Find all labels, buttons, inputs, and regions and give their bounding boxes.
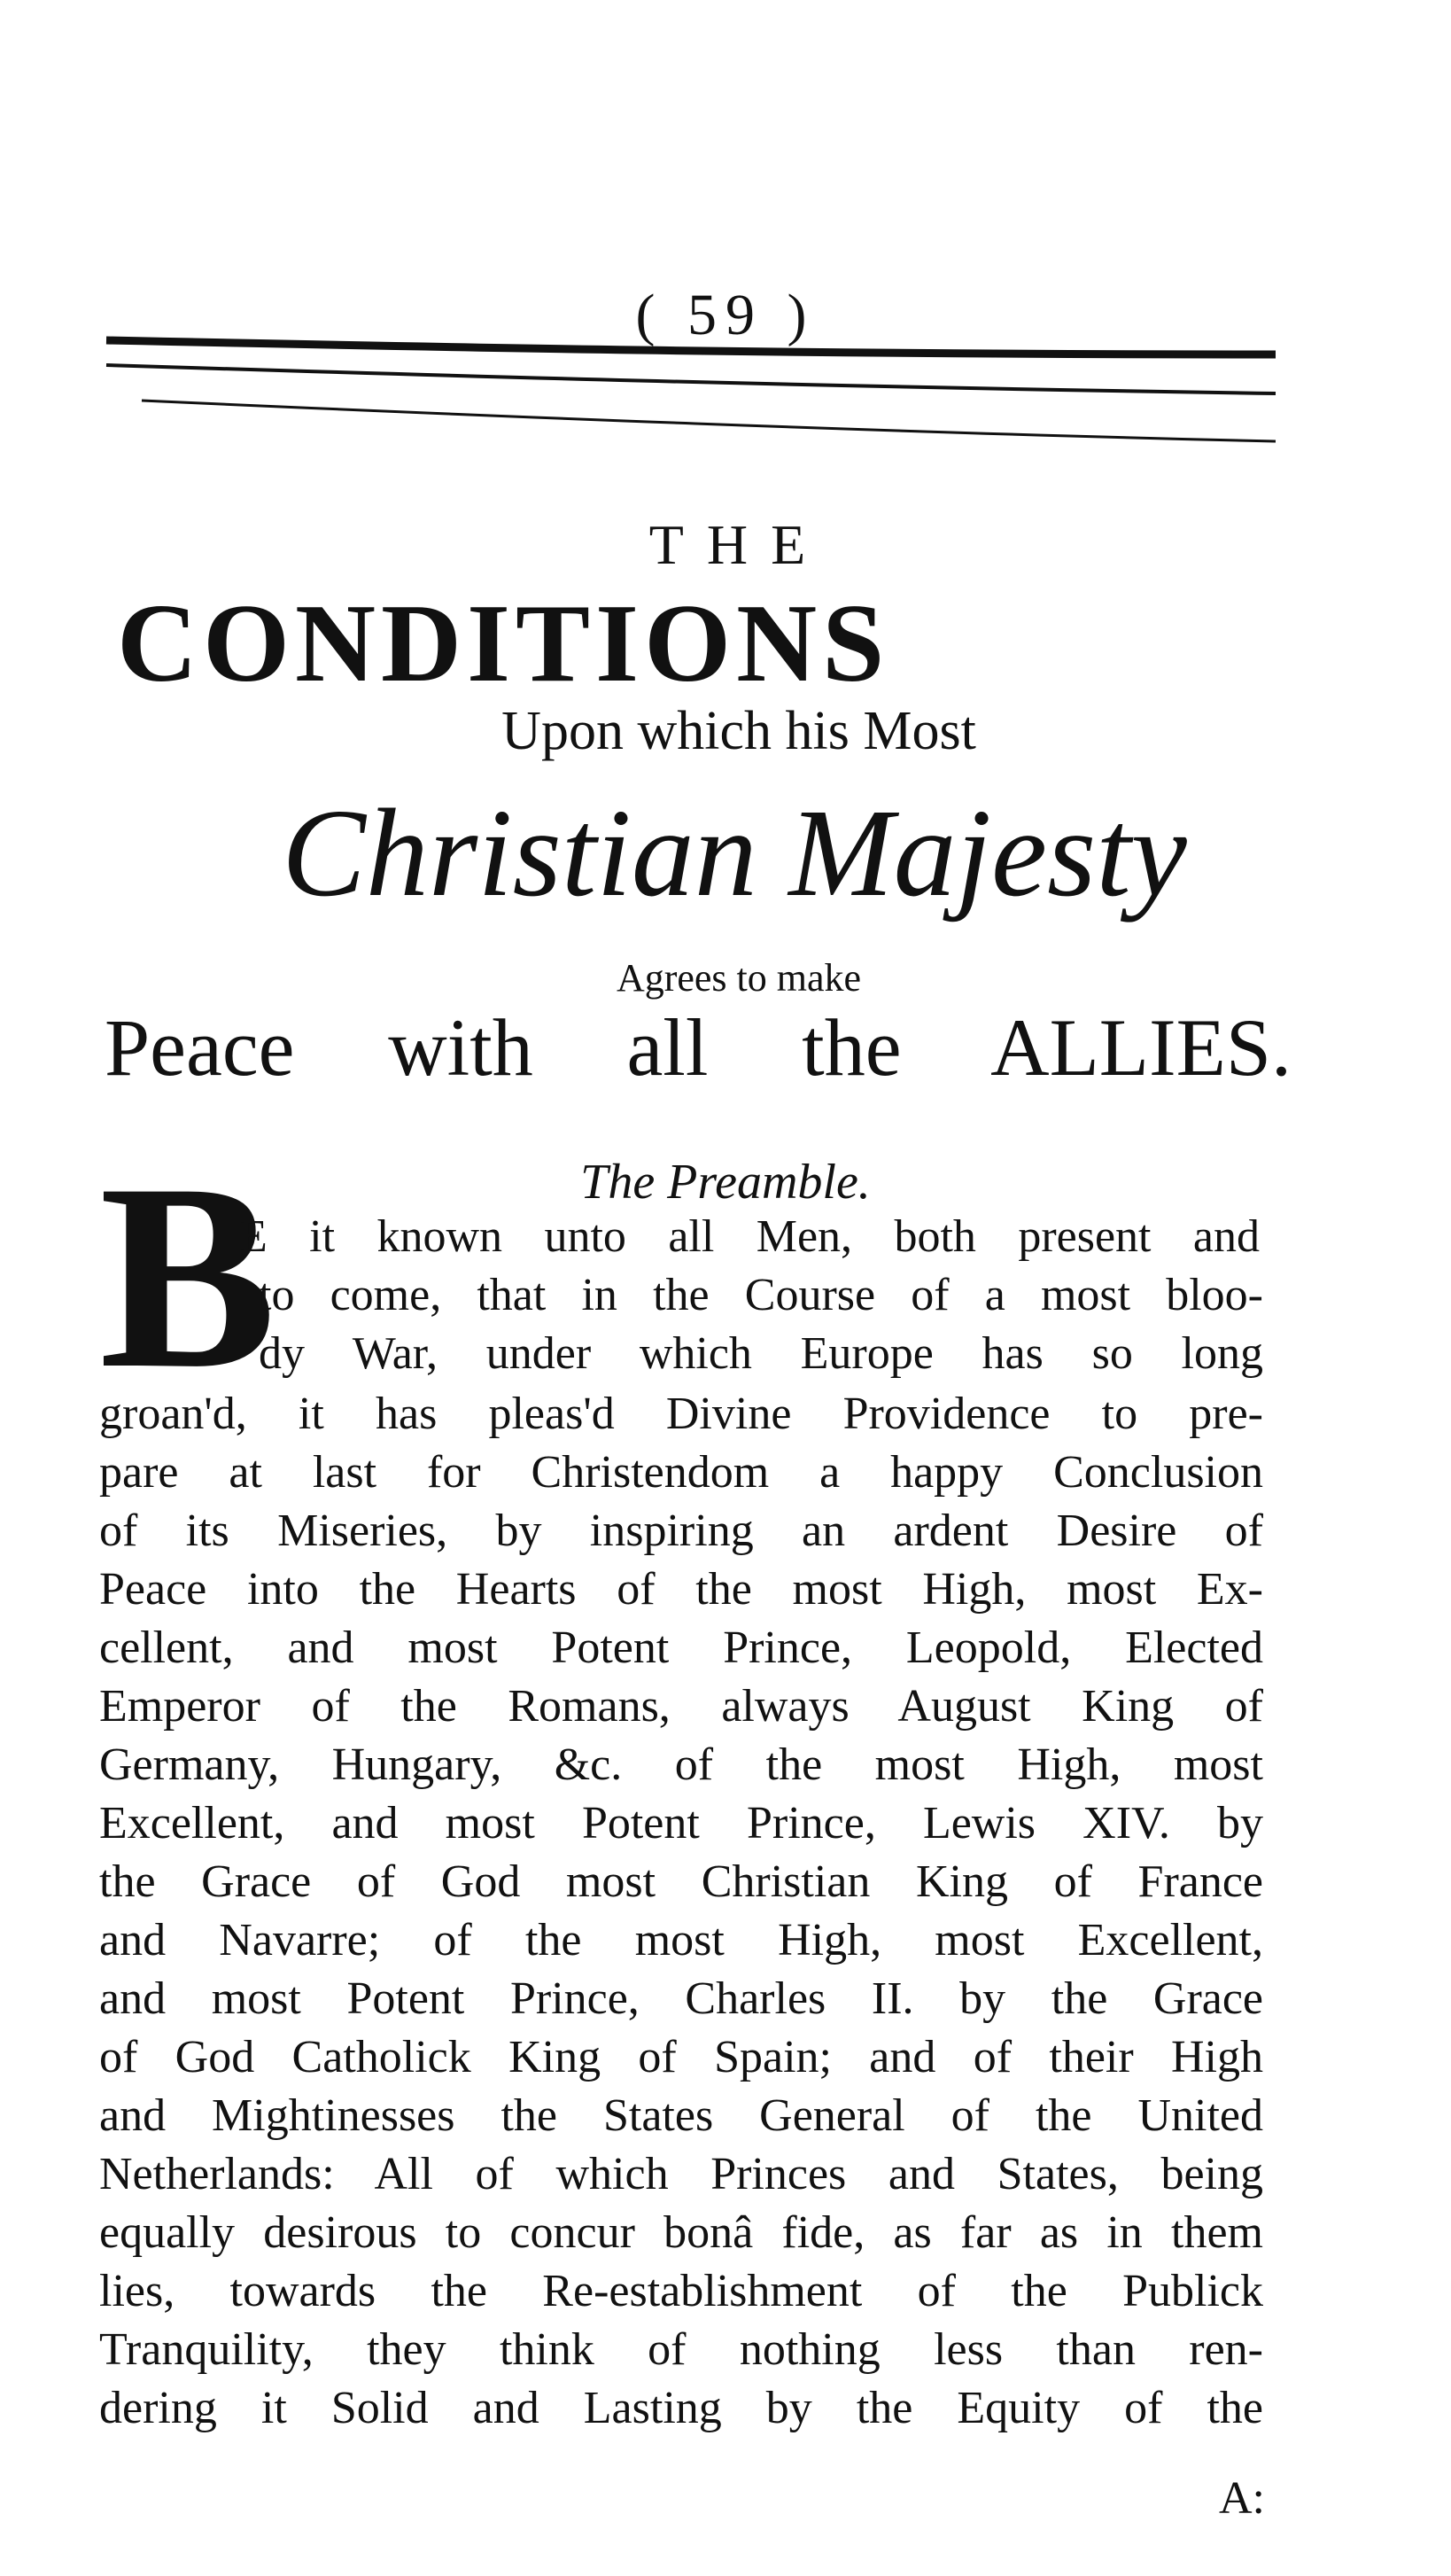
- title-conditions: CONDITIONS: [117, 582, 890, 705]
- body-line: and Mightinesses the States General of the United: [99, 2090, 1263, 2141]
- thick-rule: [106, 340, 1276, 354]
- body-line: and Navarre; of the most High, most Excellent,: [99, 1915, 1263, 1965]
- double-rule-line-one: [106, 365, 1276, 393]
- catchword: A:: [1219, 2473, 1265, 2524]
- body-line: Excellent, and most Potent Prince, Lewis XIV. by: [99, 1798, 1263, 1848]
- title-the: THE: [648, 513, 829, 576]
- double-rule-line-two: [142, 401, 1276, 441]
- body-line: groan'd, it has pleas'd Divine Providence to pre-: [99, 1389, 1263, 1439]
- body-line: cellent, and most Potent Prince, Leopold, Elected: [99, 1623, 1263, 1673]
- body-line: of God Catholick King of Spain; and of their High: [99, 2032, 1263, 2082]
- page-number: ( 59 ): [635, 283, 816, 347]
- title-agrees: Agrees to make: [616, 956, 862, 1000]
- drop-cap: B: [99, 1129, 277, 1423]
- body-line: dering it Solid and Lasting by the Equity of the: [99, 2383, 1263, 2433]
- body-line: of its Miseries, by inspiring an ardent Desire of: [99, 1506, 1263, 1556]
- header-rules: [0, 0, 1451, 496]
- body-line: Netherlands: All of which Princes and States, being: [99, 2149, 1263, 2199]
- title-christian-majesty: Christian Majesty: [282, 782, 1187, 922]
- body-line: E it known unto all Men, both present and: [239, 1211, 1260, 1262]
- title-upon: Upon which his Most: [501, 701, 976, 761]
- body-line: lies, towards the Re-establishment of the Publick: [99, 2266, 1263, 2316]
- body-line: to come, that in the Course of a most bloo-: [259, 1270, 1263, 1320]
- body-line: the Grace of God most Christian King of France: [99, 1856, 1263, 1907]
- body-line: and most Potent Prince, Charles II. by the Grace: [99, 1973, 1263, 2024]
- body-line: Germany, Hungary, &c. of the most High, most: [99, 1739, 1263, 1790]
- body-line: Tranquility, they think of nothing less than ren-: [99, 2324, 1263, 2375]
- body-line: equally desirous to concur bonâ fide, as far as in them: [99, 2207, 1263, 2258]
- body-line: Peace into the Hearts of the most High, most Ex-: [99, 1564, 1263, 1615]
- preamble-heading: The Preamble.: [580, 1155, 871, 1210]
- body-line: Emperor of the Romans, always August King of: [99, 1681, 1263, 1732]
- body-line: dy War, under which Europe has so long: [259, 1328, 1263, 1379]
- body-line: pare at last for Christendom a happy Conclusion: [99, 1447, 1263, 1498]
- title-peace: Peace with all the ALLIES.: [105, 1002, 1292, 1093]
